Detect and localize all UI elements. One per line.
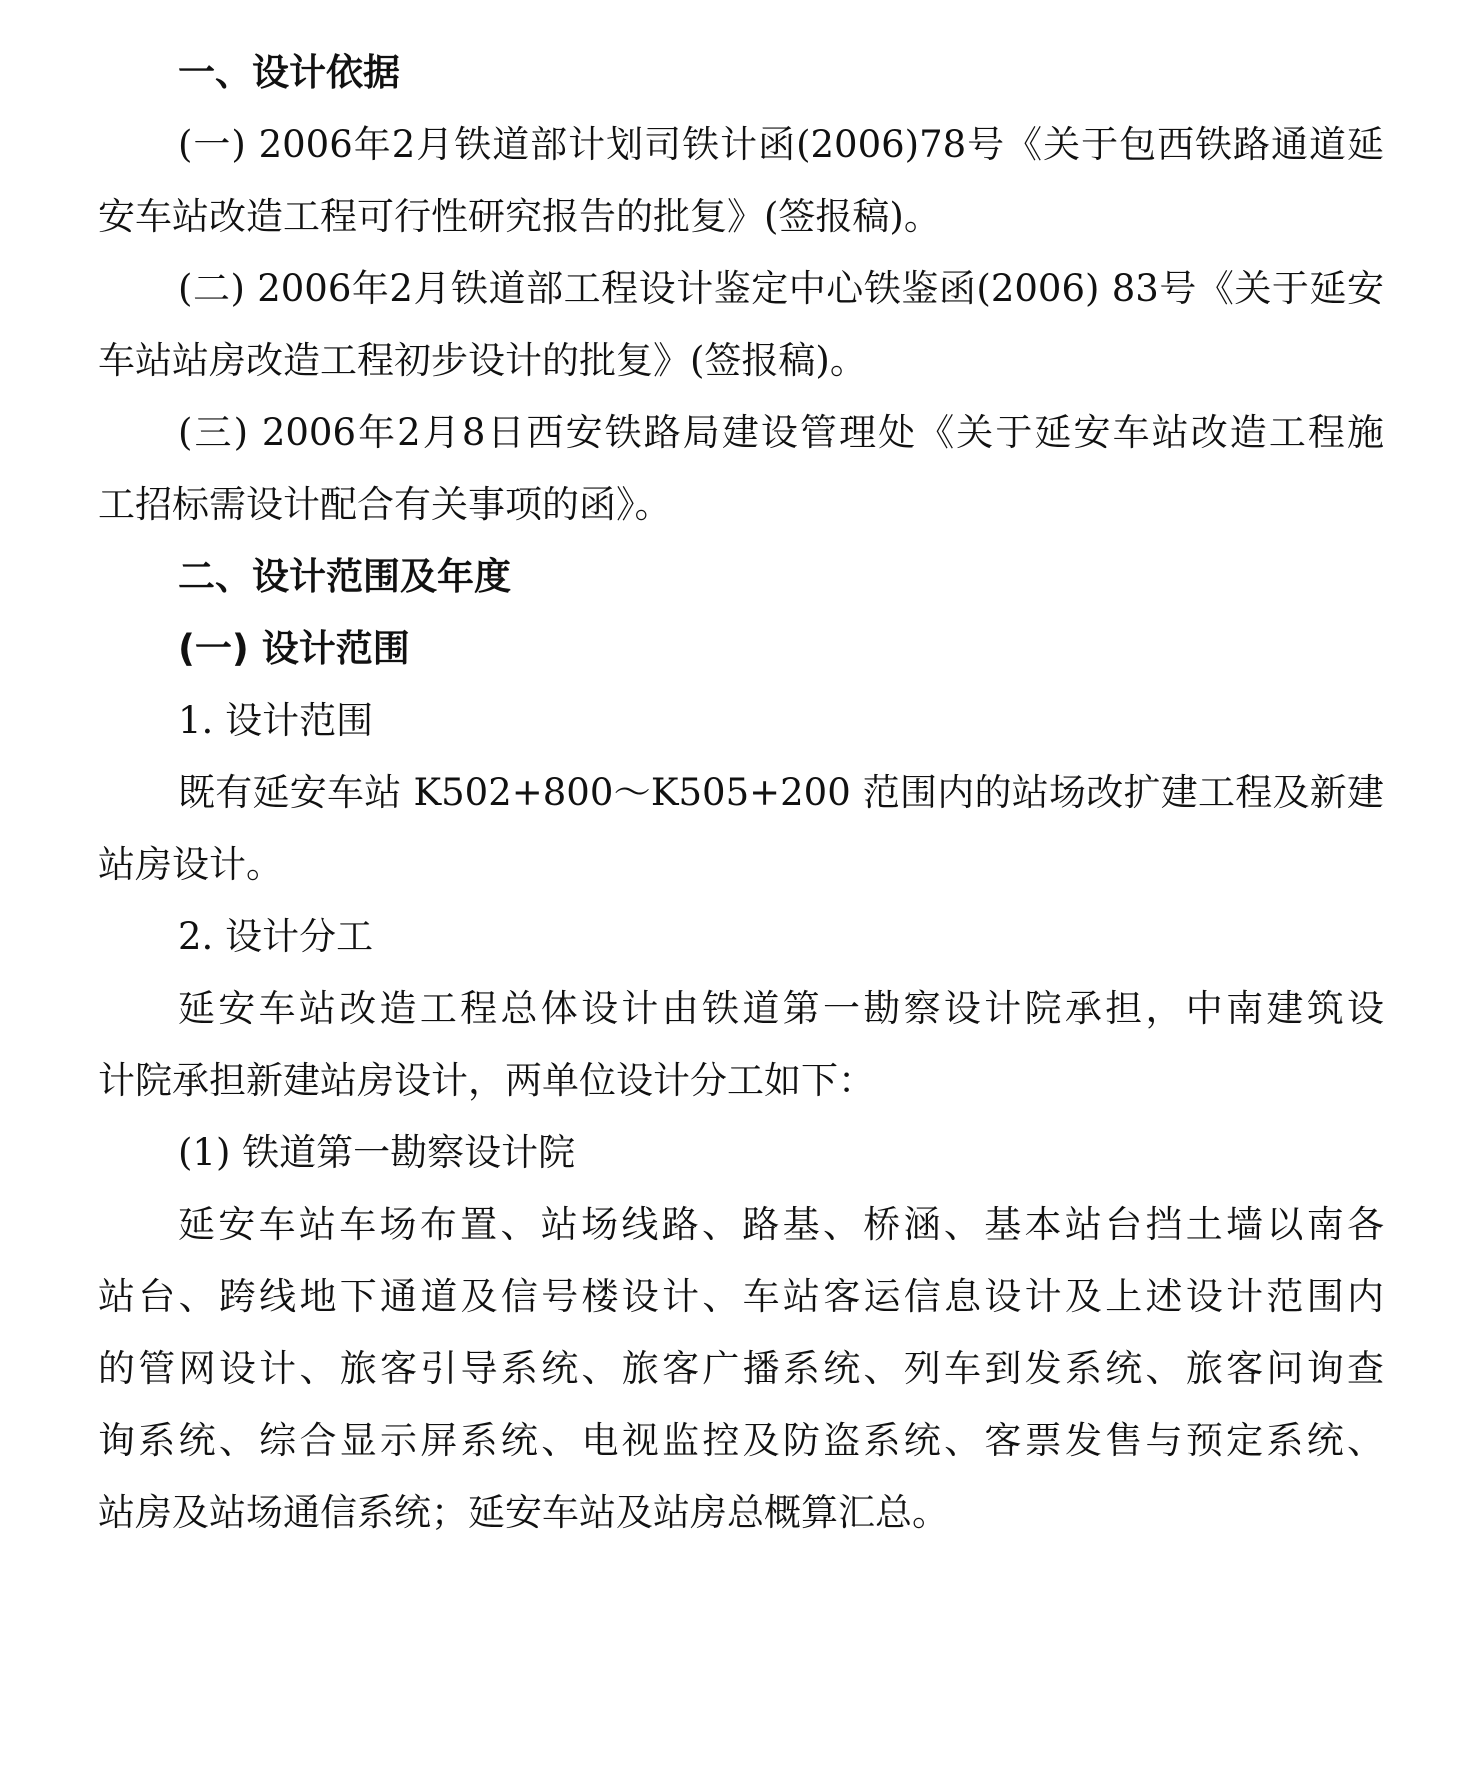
scope-text-line-2: 站房设计。: [98, 843, 283, 886]
basis-item-1-line-2: 安车站改造工程可行性研究报告的批复》(签报稿)。: [98, 195, 941, 238]
division-text-line-1: 延安车站改造工程总体设计由铁道第一勘察设计院承担，中南建筑设: [178, 987, 1384, 1030]
basis-item-2-line-2: 车站站房改造工程初步设计的批复》(签报稿)。: [98, 339, 867, 382]
basis-item-3-line-1: (三) 2006年2月8日西安铁路局建设管理处《关于延安车站改造工程施: [178, 411, 1384, 454]
basis-item-3-line-2: 工招标需设计配合有关事项的函》。: [98, 483, 672, 526]
item-title-division: 2. 设计分工: [178, 915, 374, 958]
institute-text-line-1: 延安车站车场布置、站场线路、路基、桥涵、基本站台挡土墙以南各: [178, 1203, 1384, 1246]
basis-item-2-line-1: (二) 2006年2月铁道部工程设计鉴定中心铁鉴函(2006) 83号《关于延安: [178, 267, 1384, 310]
subsection-heading-scope: (一) 设计范围: [178, 627, 410, 670]
item-title-first-survey-institute: (1) 铁道第一勘察设计院: [178, 1131, 576, 1174]
item-title-scope: 1. 设计范围: [178, 699, 374, 742]
division-text-line-2: 计院承担新建站房设计，两单位设计分工如下：: [98, 1059, 875, 1102]
scope-text-line-1: 既有延安车站 K502+800～K505+200 范围内的站场改扩建工程及新建: [178, 771, 1384, 814]
institute-text-line-5: 站房及站场通信系统；延安车站及站房总概算汇总。: [98, 1491, 949, 1534]
basis-item-1-line-1: (一) 2006年2月铁道部计划司铁计函(2006)78号《关于包西铁路通道延: [178, 123, 1384, 166]
institute-text-line-2: 站台、跨线地下通道及信号楼设计、车站客运信息设计及上述设计范围内: [98, 1275, 1384, 1318]
section-heading-design-scope: 二、设计范围及年度: [178, 555, 511, 598]
institute-text-line-3: 的管网设计、旅客引导系统、旅客广播系统、列车到发系统、旅客问询查: [98, 1347, 1384, 1390]
section-heading-design-basis: 一、设计依据: [178, 51, 400, 94]
institute-text-line-4: 询系统、综合显示屏系统、电视监控及防盗系统、客票发售与预定系统、: [98, 1419, 1384, 1462]
